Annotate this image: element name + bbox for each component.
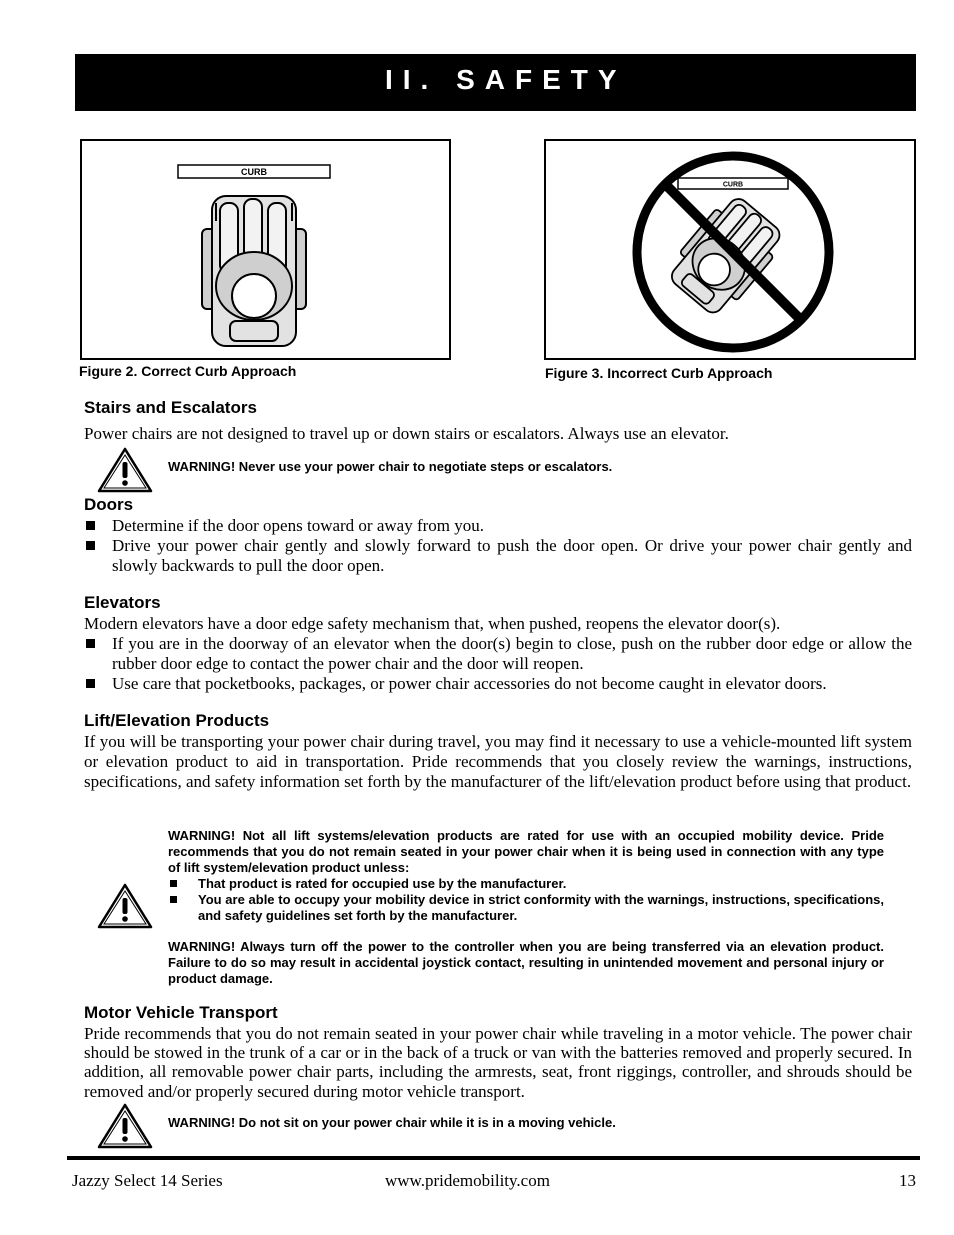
curb-label: CURB [241, 167, 267, 177]
figure-3-caption: Figure 3. Incorrect Curb Approach [545, 365, 773, 381]
list-item [84, 516, 912, 536]
list-item [168, 892, 884, 924]
lift-warning-1: WARNING! Not all lift systems/elevation products are rated for use with an occupied mobility device. Pride recommends that you do not remain seated in your power chair when it is being used in connection with any type of lift system/elevation product unless: [168, 828, 884, 875]
motor-warning: WARNING! Do not sit on your power chair while it is in a moving vehicle. [168, 1115, 616, 1130]
bullet-square [86, 541, 95, 550]
power-chair-icon [662, 190, 789, 321]
bullet-square [170, 896, 177, 903]
warning-triangle-icon [97, 1102, 153, 1150]
chair-illustration [82, 141, 449, 358]
bullet-square [86, 679, 95, 688]
footer-title: Jazzy Select 14 Series [72, 1171, 223, 1190]
elevators-bullet-1: If you are in the doorway of an elevator when the door(s) begin to close, push on the rubber door edge or allow the rubber door edge to contact the power chair and the door will reopen. [112, 634, 912, 673]
power-chair-icon [202, 196, 306, 346]
lift-warning-block [168, 828, 884, 987]
bullet-square [86, 639, 95, 648]
figure-incorrect-curb-approach [544, 139, 916, 360]
stairs-heading: Stairs and Escalators [84, 398, 257, 417]
list-item [84, 634, 912, 674]
figure-correct-curb-approach [80, 139, 451, 360]
lift-warning-bullet-2: You are able to occupy your mobility device in strict conformity with the warnings, instructions, specifications, and safety guidelines set forth by the manufacturer. [198, 892, 884, 923]
section-title: II. SAFETY [385, 64, 627, 95]
list-item [84, 536, 912, 576]
lift-text: If you will be transporting your power chair during travel, you may find it necessary to use a vehicle-mounted lift system or elevation product to aid in transportation. Pride recommends that you closely review the warnings, instructions, specifications, and safety information set forth by the manufacturer of the lift/elevation product before using that product. [84, 732, 912, 791]
curb-label: CURB [722, 181, 744, 189]
warning-triangle-icon [97, 446, 153, 494]
footer-url[interactable]: www.pridemobility.com [385, 1171, 550, 1190]
doors-heading: Doors [84, 495, 134, 514]
warning-triangle-icon [97, 882, 153, 930]
lift-heading: Lift/Elevation Products [84, 711, 270, 730]
list-item [168, 876, 884, 892]
chair-illustration-crossed [546, 141, 914, 358]
motor-text: Pride recommends that you do not remain seated in your power chair while traveling in a motor vehicle. The power chair should be stowed in the trunk of a car or in the back of a truck or van with the batteries removed and properly secured. In addition, all removable power chair parts, including the armrests, seat, front riggings, controller, and shrouds should be removed and/or properly secured during motor vehicle transport. [84, 1024, 912, 1101]
doors-bullet-2: Drive your power chair gently and slowly forward to push the door open. Or drive your power chair gently and slowly backwards to pull the door open. [112, 536, 912, 575]
page-number: 13 [899, 1171, 916, 1190]
stairs-text: Power chairs are not designed to travel up or down stairs or escalators. Always use an elevator. [84, 424, 729, 443]
doors-bullet-1: Determine if the door opens toward or away from you. [112, 516, 484, 535]
figure-2-caption: Figure 2. Correct Curb Approach [79, 363, 297, 379]
elevators-heading: Elevators [84, 593, 161, 612]
lift-warning-2: WARNING! Always turn off the power to the controller when you are being transferred via an elevation product. Failure to do so may result in accidental joystick contact, resulting in unintended movement and personal injury or product damage. [168, 939, 884, 986]
stairs-warning: WARNING! Never use your power chair to negotiate steps or escalators. [168, 459, 613, 474]
bullet-square [86, 521, 95, 530]
list-item [84, 674, 912, 694]
lift-warning-bullet-1: That product is rated for occupied use by the manufacturer. [198, 876, 567, 891]
bullet-square [170, 880, 177, 887]
footer-divider [67, 1156, 920, 1160]
section-title-banner [75, 54, 916, 111]
elevators-bullet-2: Use care that pocketbooks, packages, or power chair accessories do not become caught in elevator doors. [112, 674, 827, 693]
motor-heading: Motor Vehicle Transport [84, 1003, 278, 1022]
elevators-text: Modern elevators have a door edge safety mechanism that, when pushed, reopens the elevator door(s). [84, 614, 781, 633]
